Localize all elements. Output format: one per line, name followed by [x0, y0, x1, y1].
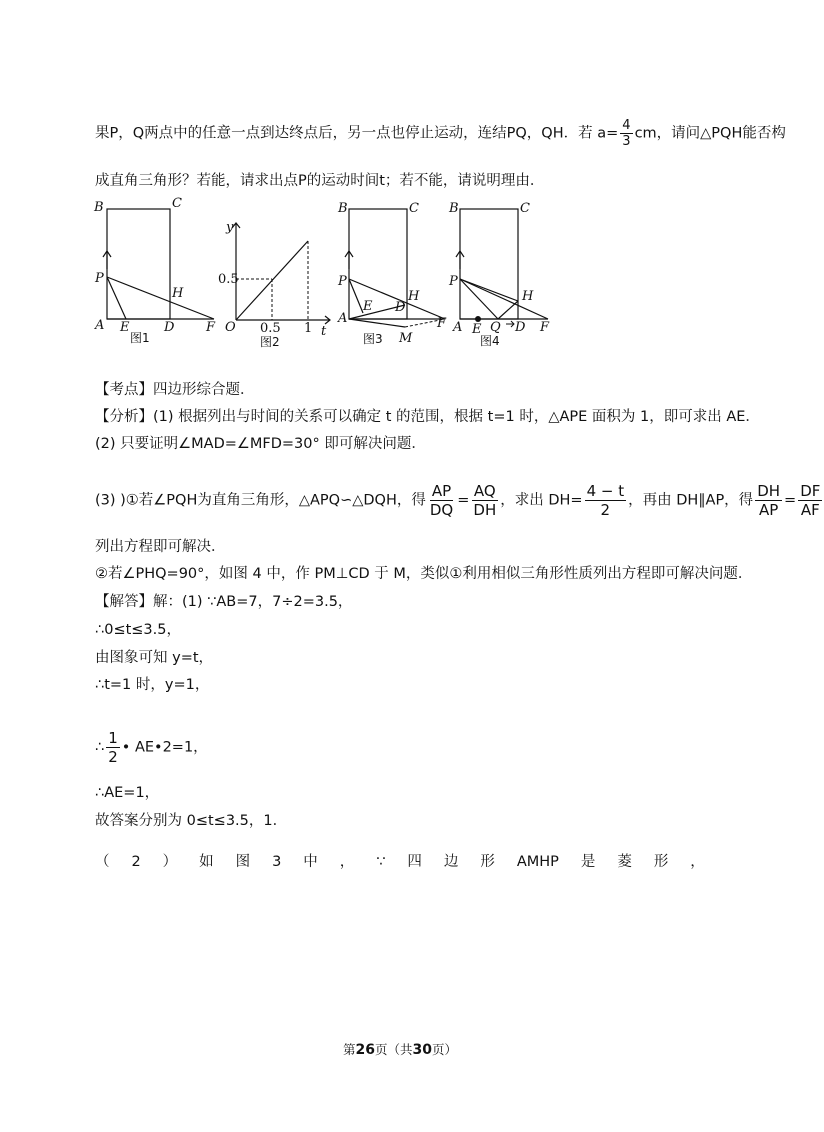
- fraction-dh-ap: $\frac{DH}{AP}$: [757, 482, 781, 519]
- label-A: A: [95, 318, 105, 333]
- label-F: F: [437, 316, 447, 331]
- label-x-0.5: 0.5: [260, 321, 281, 336]
- label-E: E: [472, 322, 482, 337]
- label-D: D: [515, 320, 526, 335]
- solution-step-6: 故答案分别为 0≤t≤3.5，1．: [95, 813, 288, 829]
- fraction-half: $\frac{1}{2}$: [108, 729, 118, 766]
- label-C: C: [172, 196, 182, 211]
- fenxi-line-3: (3) )①若∠PQH为直角三角形，△APQ∽△DQH，得 $\frac{AP}{DQ}$ = $\frac{AQ}{DH}$ ，求出 DH= $\frac{4 - t}{2}$ ，再由 DH∥AP，得 $\frac{DH}{AP}$ = $\frac{DF}{AF}$: [95, 482, 821, 519]
- label-B: B: [94, 200, 104, 215]
- label-B: B: [338, 201, 348, 216]
- figure-1: [92, 197, 222, 347]
- label-O: O: [225, 320, 236, 335]
- fraction-dh-value: $\frac{4 - t}{2}$: [586, 482, 625, 519]
- label-A: A: [453, 320, 463, 335]
- problem-text: cm，请问△PQH能否构: [634, 125, 786, 142]
- label-H: H: [172, 286, 184, 301]
- solution-step-4: ∴ $\frac{1}{2}$ • AE•2=1，: [95, 729, 208, 766]
- fraction-a: $\frac{4}{3}$: [622, 118, 631, 149]
- page-footer: 第26页（共30页）: [342, 1042, 457, 1058]
- label-P: P: [338, 274, 347, 289]
- fangcheng-line: 列出方程即可解决．: [95, 539, 226, 555]
- label-M: M: [399, 331, 413, 346]
- fraction-aq-dh: $\frac{AQ}{DH}$: [473, 482, 497, 519]
- kaodian-line: 【考点】四边形综合题．: [95, 382, 255, 398]
- problem-line-1: [95, 118, 786, 149]
- phq-line: ②若∠PHQ=90°，如图 4 中，作 PM⊥CD 于 M，类似①利用相似三角形性质列出方程即可解决问题．: [95, 566, 753, 582]
- fraction-ap-dq: $\frac{AP}{DQ}$: [429, 482, 454, 519]
- label-P: P: [449, 274, 458, 289]
- label-F: F: [540, 320, 550, 335]
- solution-step-5: ∴AE=1，: [95, 785, 160, 801]
- label-C: C: [409, 201, 419, 216]
- label-D: D: [395, 300, 406, 315]
- solution-step-1: ∴0≤t≤3.5，: [95, 622, 181, 638]
- problem-text: 果P，Q两点中的任意一点到达终点后，另一点也停止运动，连结PQ，QH．若 a=: [95, 125, 619, 142]
- figure-caption: 图4: [480, 334, 500, 348]
- label-F: F: [206, 320, 216, 335]
- figure-3: [337, 197, 455, 352]
- fraction-df-af: $\frac{DF}{AF}$: [800, 482, 821, 519]
- label-Q: Q: [490, 320, 501, 335]
- figure-caption: 图3: [363, 332, 383, 346]
- label-B: B: [449, 201, 459, 216]
- current-page-number: 26: [355, 1042, 375, 1058]
- jieda-line: 【解答】解：(1) ∵AB=7，7÷2=3.5，: [95, 594, 353, 610]
- figure-caption: 图1: [130, 331, 150, 345]
- label-C: C: [520, 201, 530, 216]
- fenxi-line-1: 【分析】(1) 根据列出与时间的关系可以确定 t 的范围，根据 t=1 时，△APE 面积为 1，即可求出 AE．: [95, 409, 760, 425]
- figure-caption: 图2: [260, 335, 280, 349]
- label-y: y: [226, 220, 234, 235]
- label-H: H: [408, 289, 420, 304]
- figure-2: [218, 215, 337, 350]
- label-t: t: [321, 324, 327, 339]
- label-A: A: [338, 311, 348, 326]
- label-E: E: [120, 320, 130, 335]
- solution-step-3: ∴t=1 时，y=1，: [95, 677, 210, 693]
- label-E: E: [363, 299, 373, 314]
- solution-part-2-line: （ 2 ） 如 图 3 中 ， ∵ 四 边 形 AMHP 是 菱 形 ，: [95, 854, 705, 870]
- label-P: P: [95, 271, 104, 286]
- problem-line-2: 成直角三角形？若能，请求出点P的运动时间t；若不能，请说明理由．: [95, 173, 545, 189]
- label-x-1: 1: [304, 321, 313, 336]
- label-y-0.5: 0.5: [218, 272, 239, 287]
- label-D: D: [164, 320, 175, 335]
- label-H: H: [522, 289, 534, 304]
- figure-4: [448, 197, 558, 352]
- solution-step-2: 由图象可知 y=t，: [95, 650, 214, 666]
- total-page-number: 30: [412, 1042, 432, 1058]
- fenxi-line-2: (2) 只要证明∠MAD=∠MFD=30° 即可解决问题．: [95, 436, 426, 452]
